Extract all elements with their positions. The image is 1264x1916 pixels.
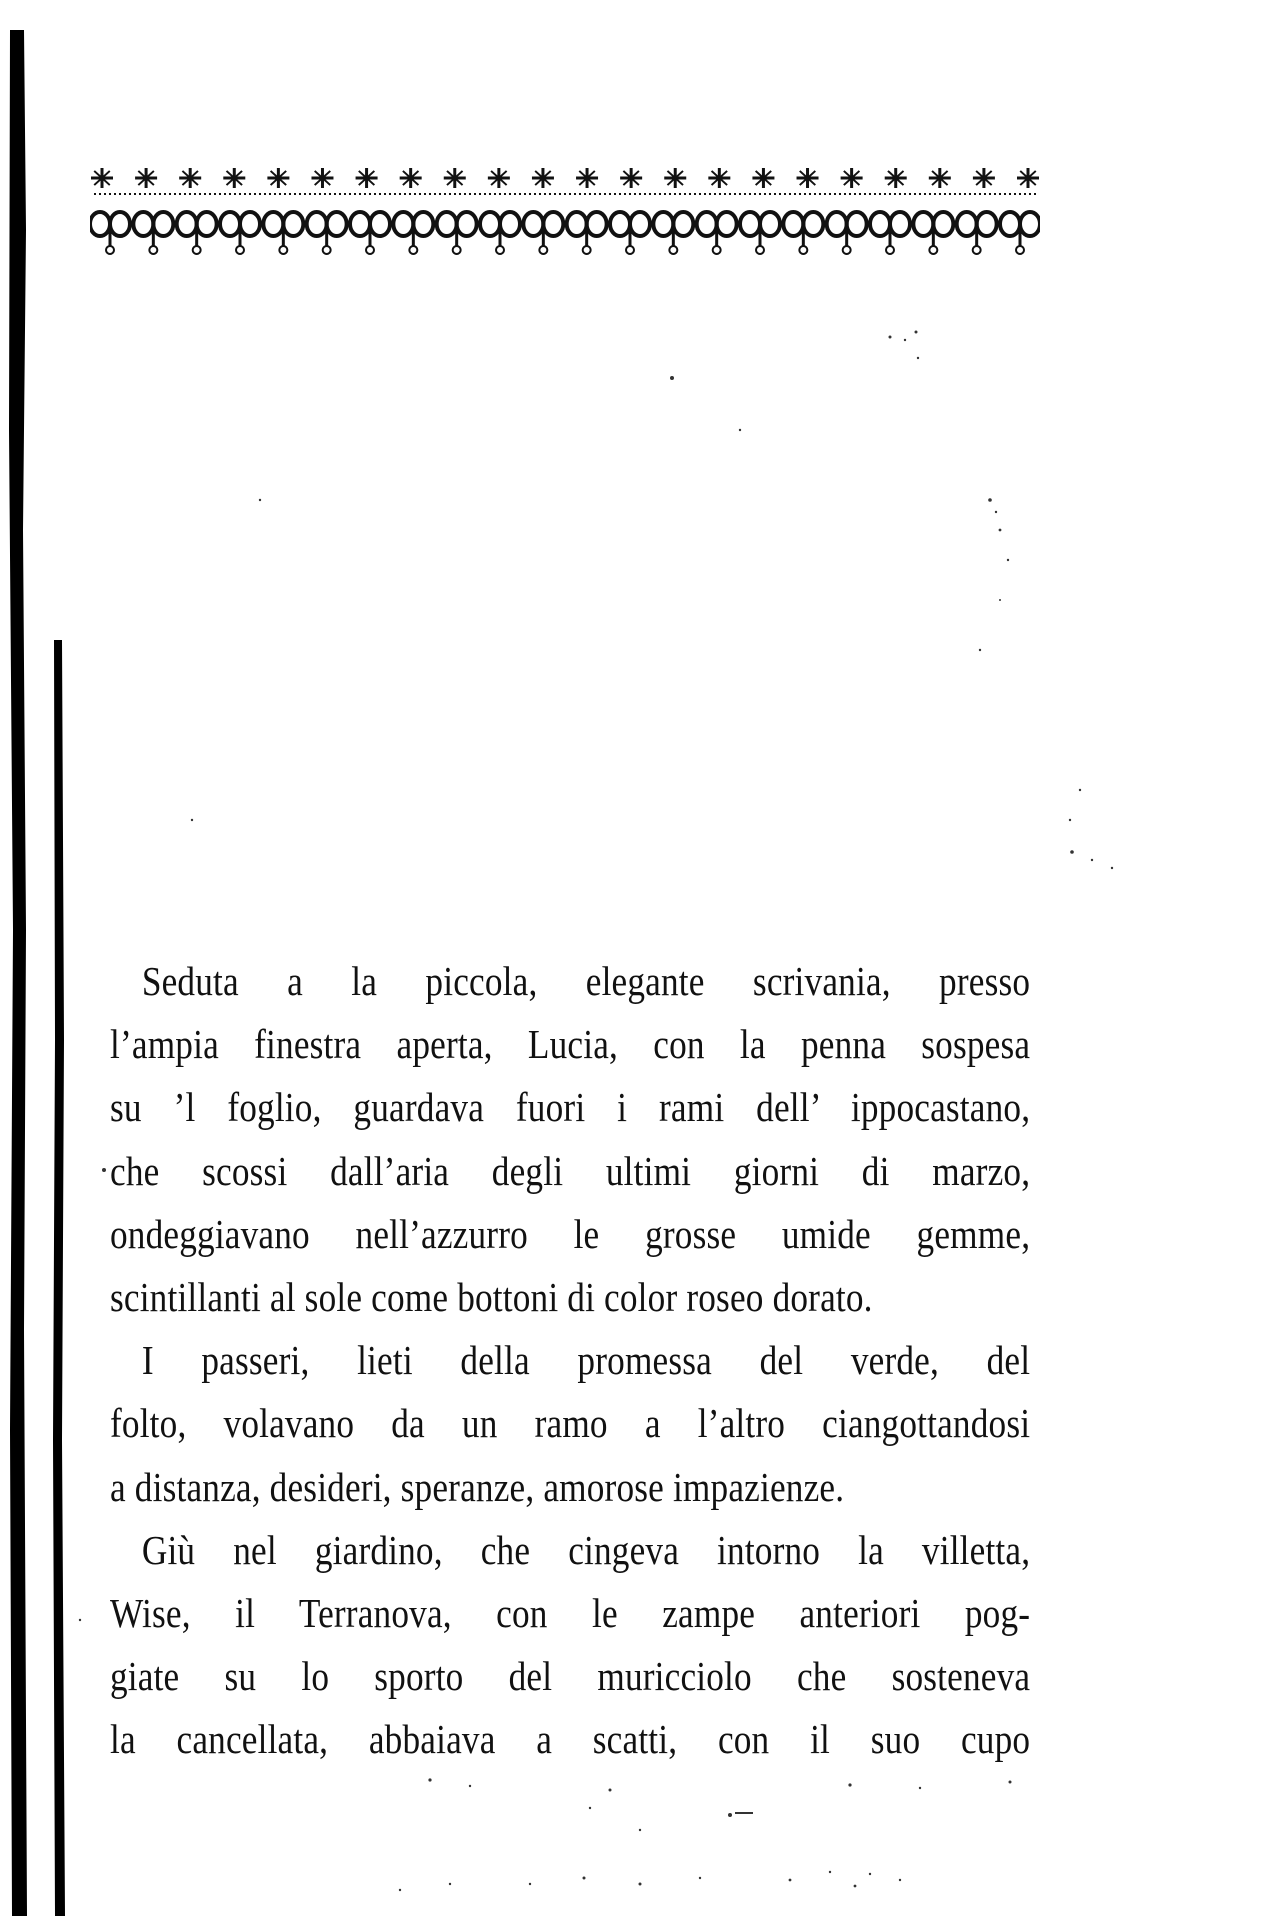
ornament-star <box>91 168 113 188</box>
text-line: I passeri, lieti della promessa del verde, del <box>141 1337 1031 1384</box>
paragraph-2 <box>110 1329 1030 1519</box>
ornament-scroll <box>177 212 217 254</box>
text-line: a distanza, desideri, speranze, amorose impazienze. <box>110 1463 845 1510</box>
body-text <box>110 950 1030 1771</box>
ornament-star <box>400 168 422 188</box>
text-line: su ’l foglio, guardava fuori i rami dell’ ippocastano, <box>110 1084 1031 1131</box>
ornament-scroll <box>523 212 563 254</box>
ornament-scroll <box>697 212 737 254</box>
paragraph-1 <box>110 950 1030 1329</box>
ornament-scroll <box>913 212 953 254</box>
ornament-star <box>708 168 730 188</box>
ornament-star <box>620 168 642 188</box>
ornament-star <box>576 168 598 188</box>
ornament-scroll <box>437 212 477 254</box>
ornament-star <box>223 168 245 188</box>
ornament-star <box>179 168 201 188</box>
text-line: la cancellata, abbaiava a scatti, con il suo cupo <box>110 1716 1031 1763</box>
ornament-scroll <box>870 212 910 254</box>
text-line: ondeggiavano nell’azzurro le grosse umide gemme, <box>110 1210 1031 1257</box>
ornament-star <box>752 168 774 188</box>
ornament-scroll <box>220 212 260 254</box>
ornament-scroll <box>957 212 997 254</box>
text-line: Giù nel giardino, che cingeva intorno la villetta, <box>141 1526 1031 1573</box>
text-line: Wise, il Terranova, con le zampe anteriori pog- <box>110 1589 1031 1636</box>
ornament-scroll <box>307 212 347 254</box>
ornament-star <box>311 168 333 188</box>
text-line: l’ampia finestra aperta, Lucia, con la penna sospesa <box>110 1021 1031 1068</box>
ornament-star <box>1017 168 1039 188</box>
ornament-scroll <box>653 212 693 254</box>
text-line: giate su lo sporto del muricciolo che sosteneva <box>110 1653 1031 1700</box>
binding-edge-bar <box>52 640 66 1916</box>
ornament-scroll <box>740 212 780 254</box>
text-line: folto, volavano da un ramo a l’altro ciangottandosi <box>110 1400 1031 1447</box>
decorative-headpiece-border-icon <box>90 150 1040 258</box>
ornament-scroll <box>393 212 433 254</box>
ornament-scroll <box>263 212 303 254</box>
paragraph-3 <box>110 1519 1030 1772</box>
ornament-scroll <box>827 212 867 254</box>
ornament-scroll <box>1000 212 1040 254</box>
ornament-scroll <box>350 212 390 254</box>
ornament-star <box>885 168 907 188</box>
ornament-star <box>664 168 686 188</box>
ornament-star <box>841 168 863 188</box>
ornament-star <box>929 168 951 188</box>
ornament-scroll <box>480 212 520 254</box>
ornament-scroll <box>133 212 173 254</box>
ornament-star <box>135 168 157 188</box>
binding-edge-shadow <box>8 30 28 1916</box>
ornament-scroll <box>567 212 607 254</box>
text-line: scintillanti al sole come bottoni di color roseo dorato. <box>110 1273 873 1320</box>
ornament-star <box>444 168 466 188</box>
ornament-scroll <box>783 212 823 254</box>
ornament-star <box>973 168 995 188</box>
ornament-scroll <box>610 212 650 254</box>
ornament-star <box>532 168 554 188</box>
ornament-star <box>267 168 289 188</box>
ornament-star <box>488 168 510 188</box>
text-line: Seduta a la piccola, elegante scrivania, presso <box>141 958 1031 1004</box>
ornament-scroll <box>90 212 130 254</box>
text-line: che scossi dall’aria degli ultimi giorni di marzo, <box>110 1147 1031 1194</box>
ornament-star <box>356 168 378 188</box>
ornament-star <box>797 168 819 188</box>
